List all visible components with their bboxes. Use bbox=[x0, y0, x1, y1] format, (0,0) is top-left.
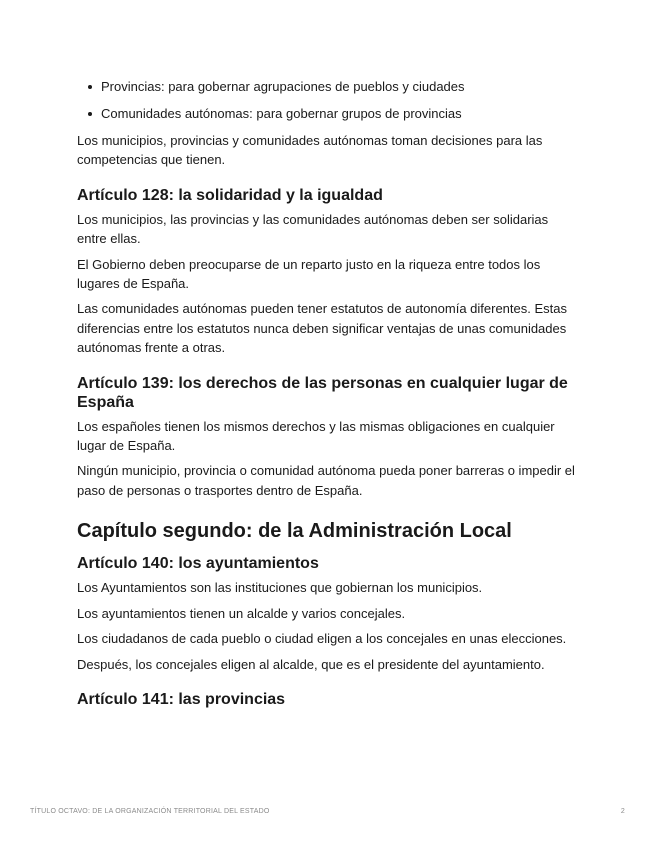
article-139-heading: Artículo 139: los derechos de las personas en cualquier lugar de España bbox=[77, 374, 568, 411]
article-140-paragraph: Los Ayuntamientos son las instituciones que gobiernan los municipios. bbox=[77, 580, 483, 596]
article-139-paragraph: Ningún municipio, provincia o comunidad autónoma pueda poner barreras o impedir el paso de personas o trasportes dentro de España. bbox=[77, 463, 575, 498]
running-title: TÍTULO OCTAVO: DE LA ORGANIZACIÓN TERRITORIAL DEL ESTADO bbox=[30, 808, 270, 815]
intro-paragraph: Los municipios, provincias y comunidades autónomas toman decisiones para las competencias que tienen. bbox=[77, 133, 543, 168]
article-140-paragraph: Los ciudadanos de cada pueblo o ciudad eligen a los concejales en unas elecciones. bbox=[77, 631, 567, 647]
article-140-paragraph: Después, los concejales eligen al alcalde, que es el presidente del ayuntamiento. bbox=[77, 656, 545, 672]
list-item: Comunidades autónomas: para gobernar grupos de provincias bbox=[101, 104, 577, 123]
list-item: Provincias: para gobernar agrupaciones de pueblos y ciudades bbox=[101, 77, 577, 96]
article-128-paragraph: El Gobierno deben preocuparse de un reparto justo en la riqueza entre todos los lugares de España. bbox=[77, 256, 541, 292]
article-140-paragraph: Los ayuntamientos tienen un alcalde y varios concejales. bbox=[77, 605, 406, 621]
document-body bbox=[77, 77, 577, 714]
article-141-heading: Artículo 141: las provincias bbox=[77, 690, 286, 708]
page-footer bbox=[30, 808, 625, 815]
page-number: 2 bbox=[620, 808, 625, 815]
article-139-paragraph: Los españoles tienen los mismos derechos y las mismas obligaciones en cualquier lugar de España. bbox=[77, 418, 555, 454]
article-128-paragraph: Los municipios, las provincias y las comunidades autónomas deben ser solidarias entre ellas. bbox=[77, 211, 549, 247]
article-128-paragraph: Las comunidades autónomas pueden tener estatutos de autonomía diferentes. Estas diferencias entre los estatutos nunca deben significar ventajas de unas comunidades autónomas frente a otras. bbox=[77, 301, 567, 356]
chapter-heading: Capítulo segundo: de la Administración Local bbox=[77, 520, 512, 543]
bullet-list bbox=[77, 77, 577, 123]
article-128-heading: Artículo 128: la solidaridad y la igualdad bbox=[77, 186, 383, 204]
article-140-heading: Artículo 140: los ayuntamientos bbox=[77, 555, 319, 573]
